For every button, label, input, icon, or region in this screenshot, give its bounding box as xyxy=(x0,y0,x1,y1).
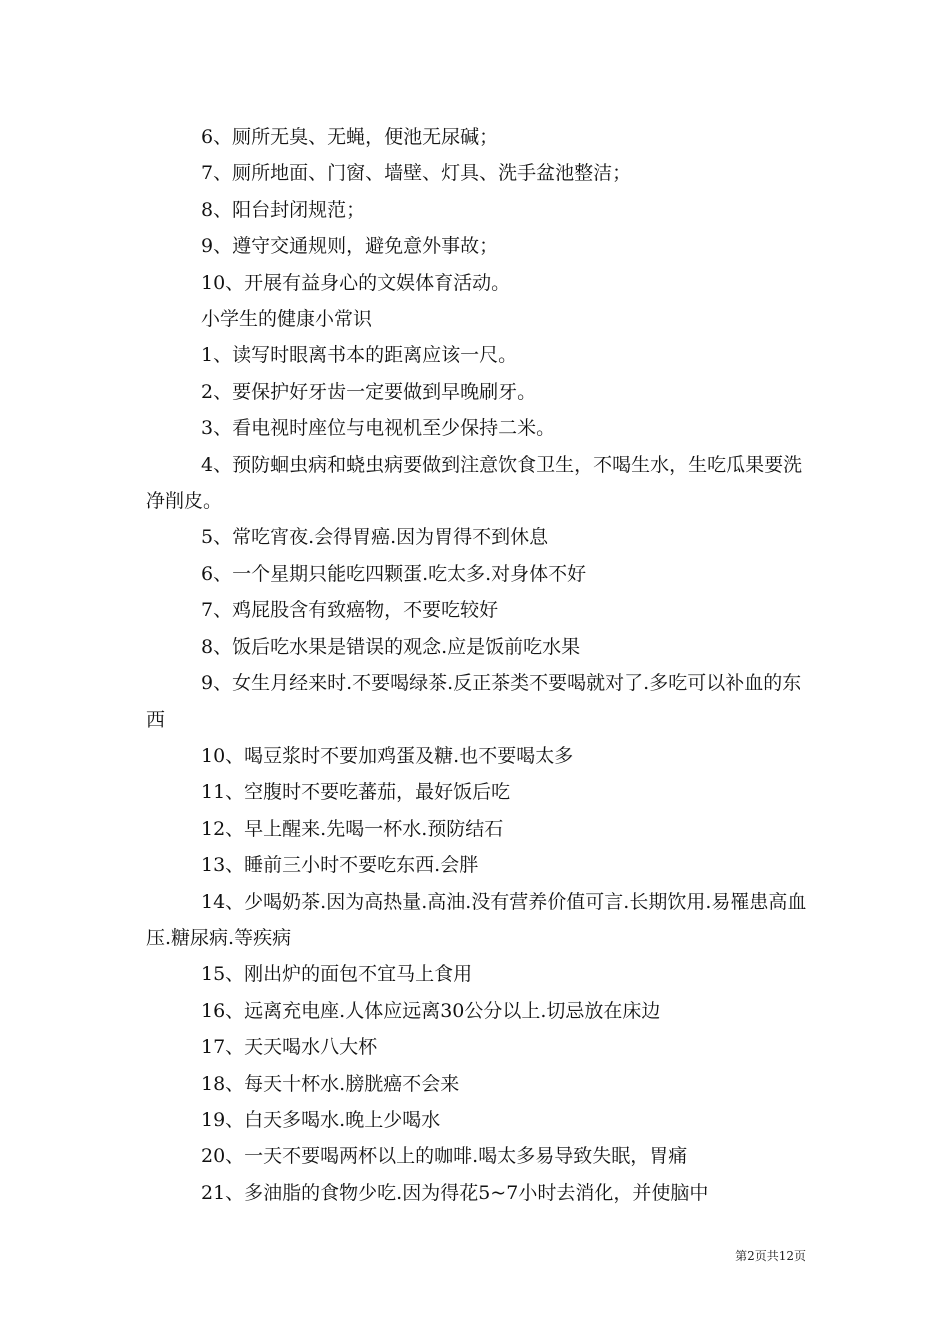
paragraph: 9、遵守交通规则，避免意外事故； xyxy=(201,235,499,258)
paragraph: 7、厕所地面、门窗、墙壁、灯具、洗手盆池整洁； xyxy=(201,162,632,185)
paragraph: 8、饭后吃水果是错误的观念.应是饭前吃水果 xyxy=(201,635,581,658)
paragraph: 3、看电视时座位与电视机至少保持二米。 xyxy=(201,417,556,440)
document-body xyxy=(146,119,816,1211)
paragraph: 14、少喝奶茶.因为高热量.高油.没有营养价值可言.长期饮用.易罹患高血压.糖尿病.等疾病 xyxy=(146,890,807,949)
paragraph: 2、要保护好牙齿一定要做到早晚刷牙。 xyxy=(201,380,537,403)
paragraph: 20、一天不要喝两杯以上的咖啡.喝太多易导致失眠，胃痛 xyxy=(201,1145,688,1168)
paragraph: 10、开展有益身心的文娱体育活动。 xyxy=(201,271,511,294)
paragraph: 8、阳台封闭规范； xyxy=(201,198,366,221)
paragraph: 6、厕所无臭、无蝇，便池无尿碱； xyxy=(201,126,499,148)
paragraph: 6、一个星期只能吃四颗蛋.吃太多.对身体不好 xyxy=(201,562,587,585)
paragraph: 7、鸡屁股含有致癌物，不要吃较好 xyxy=(201,599,499,622)
paragraph: 18、每天十杯水.膀胱癌不会来 xyxy=(201,1072,460,1095)
page-number-footer: 第2页共12页 xyxy=(735,1249,806,1263)
paragraph: 13、睡前三小时不要吃东西.会胖 xyxy=(201,854,479,877)
paragraph: 5、常吃宵夜.会得胃癌.因为胃得不到休息 xyxy=(201,526,549,549)
paragraph: 19、白天多喝水.晚上少喝水 xyxy=(201,1108,441,1131)
paragraph: 9、女生月经来时.不要喝绿茶.反正茶类不要喝就对了.多吃可以补血的东西 xyxy=(146,672,802,731)
paragraph: 21、多油脂的食物少吃.因为得花5~7小时去消化，并使脑中 xyxy=(201,1181,709,1204)
paragraph: 12、早上醒来.先喝一杯水.预防结石 xyxy=(201,817,504,840)
section-heading: 小学生的健康小常识 xyxy=(201,308,373,331)
paragraph: 15、刚出炉的面包不宜马上食用 xyxy=(201,963,473,986)
paragraph: 17、天天喝水八大杯 xyxy=(201,1036,378,1059)
paragraph: 1、读写时眼离书本的距离应该一尺。 xyxy=(201,344,518,367)
paragraph: 10、喝豆浆时不要加鸡蛋及糖.也不要喝太多 xyxy=(201,744,574,767)
paragraph: 4、预防蛔虫病和蛲虫病要做到注意饮食卫生，不喝生水，生吃瓜果要洗净削皮。 xyxy=(146,453,803,513)
paragraph: 16、远离充电座.人体应远离30公分以上.切忌放在床边 xyxy=(201,999,661,1022)
paragraph: 11、空腹时不要吃蕃茄，最好饭后吃 xyxy=(201,781,511,804)
